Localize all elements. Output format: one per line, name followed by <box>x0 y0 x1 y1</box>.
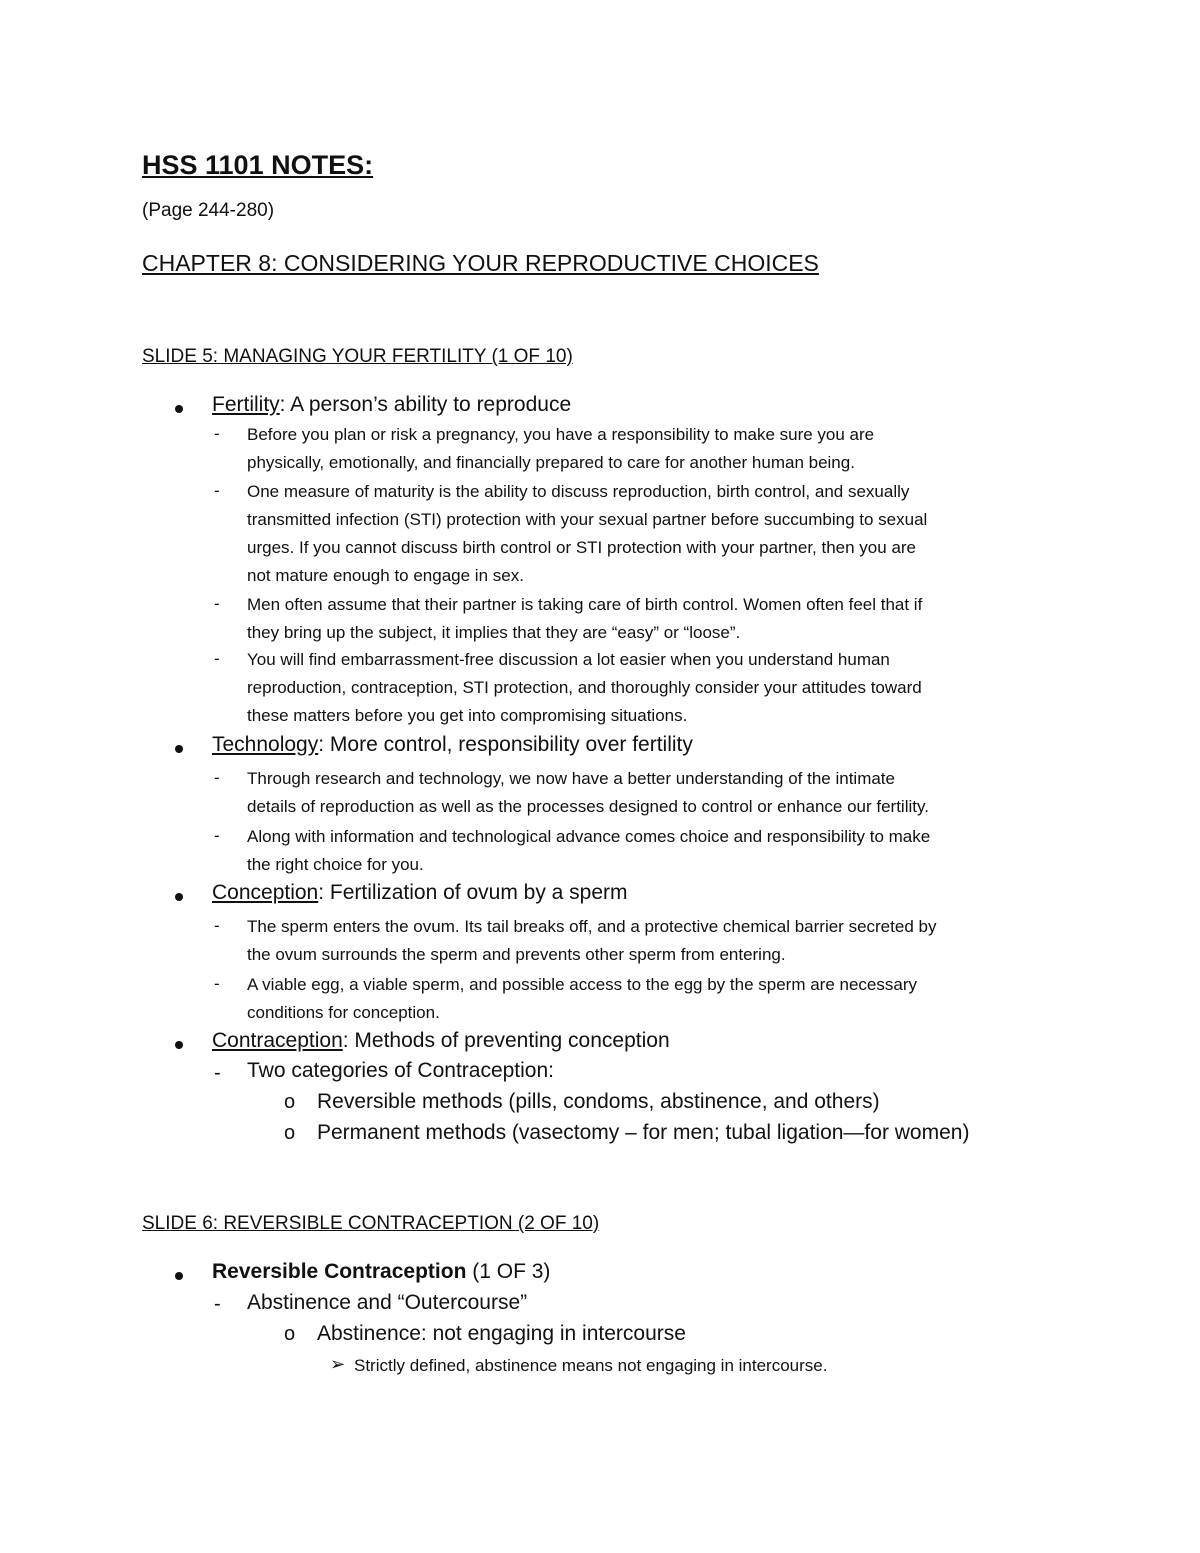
circle-marker: o <box>284 1091 296 1113</box>
def-conception: : Fertilization of ovum by a sperm <box>318 881 628 904</box>
def-technology: : More control, responsibility over fertility <box>318 733 693 756</box>
dash-marker: - <box>214 594 220 613</box>
bullet-contraception <box>212 1029 670 1053</box>
bullet-reversible-contraception <box>212 1260 550 1284</box>
chapter-heading: CHAPTER 8: CONSIDERING YOUR REPRODUCTIVE CHOICES <box>142 250 819 276</box>
technology-item-1 <box>247 765 929 821</box>
fertility-item-2 <box>247 478 927 590</box>
text-line: The sperm enters the ovum. Its tail breaks off, and a protective chemical barrier secreted by <box>247 917 937 936</box>
text-line: these matters before you get into compromising situations. <box>247 706 688 725</box>
term-contraception: Contraception <box>212 1029 343 1052</box>
bullet-dot <box>175 745 183 753</box>
dash-marker: - <box>214 424 220 443</box>
text-line: A viable egg, a viable sperm, and possible access to the egg by the sperm are necessary <box>247 975 917 994</box>
dash-marker: - <box>214 974 220 993</box>
abstinence-outercourse: Abstinence and “Outercourse” <box>247 1291 528 1314</box>
dash-marker: - <box>214 1293 221 1315</box>
reversible-contraception-label: Reversible Contraception <box>212 1260 467 1283</box>
conception-item-1 <box>247 913 936 969</box>
fertility-item-3 <box>247 591 922 647</box>
technology-item-2 <box>247 823 930 879</box>
term-technology: Technology <box>212 733 319 756</box>
contraception-permanent: Permanent methods (vasectomy – for men; tubal ligation—for women) <box>317 1121 970 1144</box>
dash-marker: - <box>214 1062 221 1084</box>
text-line: not mature enough to engage in sex. <box>247 566 524 585</box>
bullet-conception <box>212 881 628 905</box>
def-contraception: : Methods of preventing conception <box>342 1029 670 1052</box>
text-line: the right choice for you. <box>247 855 424 874</box>
text-line: the ovum surrounds the sperm and prevents other sperm from entering. <box>247 945 786 964</box>
bullet-fertility <box>212 393 571 417</box>
dash-marker: - <box>214 649 220 668</box>
fertility-item-4 <box>247 646 922 730</box>
abstinence-definition: Abstinence: not engaging in intercourse <box>317 1322 686 1345</box>
dash-marker: - <box>214 826 220 845</box>
text-line: One measure of maturity is the ability to discuss reproduction, birth control, and sexually <box>247 482 910 501</box>
text-line: conditions for conception. <box>247 1003 440 1022</box>
dash-marker: - <box>214 768 220 787</box>
def-fertility: : A person’s ability to reproduce <box>279 393 572 416</box>
fertility-item-1 <box>247 421 874 477</box>
text-line: they bring up the subject, it implies that they are “easy” or “loose”. <box>247 623 741 642</box>
arrow-bullet-icon: ➢ <box>330 1354 346 1374</box>
term-conception: Conception <box>212 881 319 904</box>
term-fertility: Fertility <box>212 393 280 416</box>
text-line: details of reproduction as well as the processes designed to control or enhance our fertility. <box>247 797 929 816</box>
bullet-dot <box>175 1041 183 1049</box>
text-line: physically, emotionally, and financially prepared to care for another human being. <box>247 453 855 472</box>
circle-marker: o <box>284 1122 296 1144</box>
reversible-contraception-count: (1 OF 3) <box>466 1260 551 1283</box>
text-line: You will find embarrassment-free discussion a lot easier when you understand human <box>247 650 890 669</box>
slide-6-heading: SLIDE 6: REVERSIBLE CONTRACEPTION (2 OF 10) <box>142 1213 600 1234</box>
text-line: urges. If you cannot discuss birth control or STI protection with your partner, then you are <box>247 538 917 557</box>
bullet-technology <box>212 733 693 757</box>
page-range: (Page 244-280) <box>142 200 275 221</box>
contraception-sub: Two categories of Contraception: <box>247 1059 555 1082</box>
bullet-dot <box>175 405 183 413</box>
dash-marker: - <box>214 916 220 935</box>
text-line: Men often assume that their partner is taking care of birth control. Women often feel that if <box>247 595 923 614</box>
slide-5-heading: SLIDE 5: MANAGING YOUR FERTILITY (1 OF 10) <box>142 346 573 367</box>
text-line: transmitted infection (STI) protection with your sexual partner before succumbing to sexual <box>247 510 928 529</box>
document-title: HSS 1101 NOTES: <box>142 150 374 180</box>
text-line: Through research and technology, we now have a better understanding of the intimate <box>247 769 895 788</box>
contraception-reversible: Reversible methods (pills, condoms, abstinence, and others) <box>317 1090 880 1113</box>
abstinence-strict-definition: Strictly defined, abstinence means not engaging in intercourse. <box>354 1356 828 1375</box>
text-line: reproduction, contraception, STI protection, and thoroughly consider your attitudes toward <box>247 678 922 697</box>
bullet-dot <box>175 893 183 901</box>
bullet-dot <box>175 1272 183 1280</box>
conception-item-2 <box>247 971 917 1027</box>
circle-marker: o <box>284 1323 296 1345</box>
text-line: Along with information and technological advance comes choice and responsibility to make <box>247 827 931 846</box>
text-line: Before you plan or risk a pregnancy, you have a responsibility to make sure you are <box>247 425 875 444</box>
dash-marker: - <box>214 481 220 500</box>
